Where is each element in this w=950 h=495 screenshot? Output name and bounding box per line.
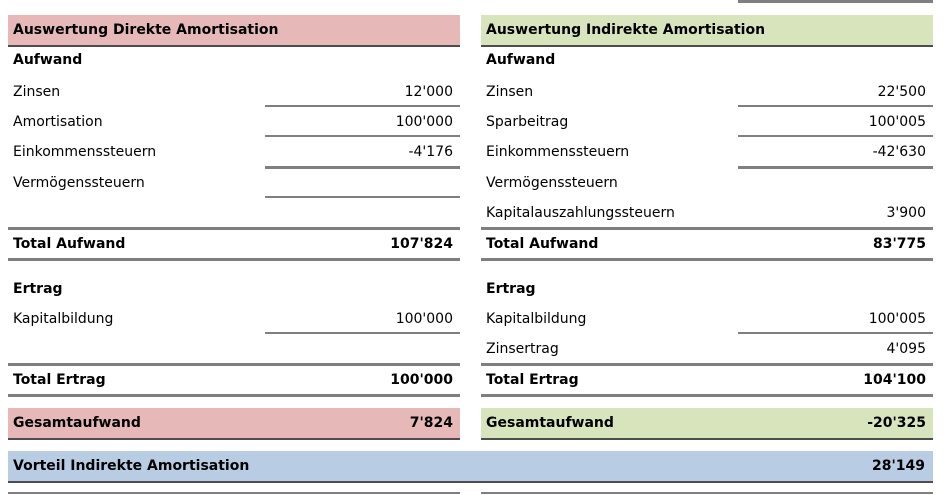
- row-label: Amortisation: [13, 114, 103, 130]
- row-label: Zinsertrag: [486, 341, 559, 357]
- cell-underline: [265, 332, 460, 334]
- indirect-aufwand-heading-row: [481, 45, 933, 75]
- cell-underline: [265, 196, 460, 198]
- direct-total-aufwand-row: [8, 227, 460, 261]
- row-value[interactable]: 100'005: [868, 114, 926, 130]
- total-label: Total Ertrag: [13, 372, 106, 388]
- row-value[interactable]: -4'176: [408, 144, 453, 160]
- indirect-row-kapitalbildung: [481, 304, 933, 334]
- gesamt-value[interactable]: -20'325: [867, 415, 926, 431]
- row-label: Zinsen: [486, 84, 534, 100]
- row-label: Zinsen: [13, 84, 61, 100]
- total-value[interactable]: 100'000: [390, 372, 453, 388]
- direct-aufwand-heading-row: [8, 45, 460, 75]
- indirect-ertrag-heading-row: [481, 274, 933, 304]
- total-value[interactable]: 104'100: [863, 372, 926, 388]
- vorteil-label: Vorteil Indirekte Amortisation: [13, 458, 250, 474]
- indirect-ertrag-heading: Ertrag: [486, 281, 536, 297]
- row-label: Sparbeitrag: [486, 114, 569, 130]
- total-value[interactable]: 107'824: [390, 236, 453, 252]
- direct-gesamtaufwand-row: [8, 408, 460, 440]
- indirect-row-vermoegenssteuern: [481, 168, 933, 198]
- indirect-panel-title: Auswertung Indirekte Amortisation: [486, 22, 766, 38]
- indirect-row-sparbeitrag: [481, 107, 933, 137]
- top-border-line: [738, 0, 933, 3]
- indirect-total-ertrag-row: [481, 363, 933, 397]
- indirect-aufwand-heading: Aufwand: [486, 52, 556, 68]
- row-label: Einkommenssteuern: [486, 144, 630, 160]
- direct-total-ertrag-row: [8, 363, 460, 397]
- vorteil-value[interactable]: 28'149: [872, 458, 925, 474]
- row-label: Einkommenssteuern: [13, 144, 157, 160]
- row-label: Kapitalbildung: [486, 311, 587, 327]
- bottom-border-line: [8, 492, 460, 494]
- row-value[interactable]: 3'900: [886, 205, 926, 221]
- direct-row-zinsen: [8, 77, 460, 107]
- direct-row-kapitalbildung: [8, 304, 460, 334]
- row-label: Kapitalbildung: [13, 311, 114, 327]
- direct-row-amortisation: [8, 107, 460, 137]
- gesamt-label: Gesamtaufwand: [486, 415, 614, 431]
- row-label: Vermögenssteuern: [486, 175, 618, 191]
- row-label: Vermögenssteuern: [13, 175, 145, 191]
- direct-row-vermoegenssteuern: [8, 168, 460, 198]
- indirect-total-aufwand-row: [481, 227, 933, 261]
- row-value[interactable]: 22'500: [877, 84, 926, 100]
- direct-panel-title: Auswertung Direkte Amortisation: [13, 22, 279, 38]
- direct-ertrag-heading: Ertrag: [13, 281, 63, 297]
- row-value[interactable]: 12'000: [404, 84, 453, 100]
- row-value[interactable]: 100'000: [395, 114, 453, 130]
- indirect-row-zinsertrag: [481, 334, 933, 364]
- row-value[interactable]: 100'005: [868, 311, 926, 327]
- bottom-border-line: [481, 492, 933, 494]
- row-label: Kapitalauszahlungssteuern: [486, 205, 675, 221]
- gesamt-label: Gesamtaufwand: [13, 415, 141, 431]
- direct-panel-header: [8, 15, 460, 47]
- row-value[interactable]: 4'095: [886, 341, 926, 357]
- direct-aufwand-heading: Aufwand: [13, 52, 83, 68]
- vorteil-banner: [8, 451, 933, 483]
- direct-ertrag-heading-row: [8, 274, 460, 304]
- row-value[interactable]: -42'630: [872, 144, 926, 160]
- indirect-row-kapitalauszahlungssteuern: [481, 198, 933, 228]
- indirect-row-einkommenssteuern: [481, 137, 933, 167]
- gesamt-value[interactable]: 7'824: [409, 415, 453, 431]
- indirect-gesamtaufwand-row: [481, 408, 933, 440]
- indirect-panel-header: [481, 15, 933, 47]
- total-label: Total Ertrag: [486, 372, 579, 388]
- total-value[interactable]: 83'775: [873, 236, 926, 252]
- total-label: Total Aufwand: [486, 236, 599, 252]
- total-label: Total Aufwand: [13, 236, 126, 252]
- indirect-row-zinsen: [481, 77, 933, 107]
- row-value[interactable]: 100'000: [395, 311, 453, 327]
- direct-row-einkommenssteuern: [8, 137, 460, 167]
